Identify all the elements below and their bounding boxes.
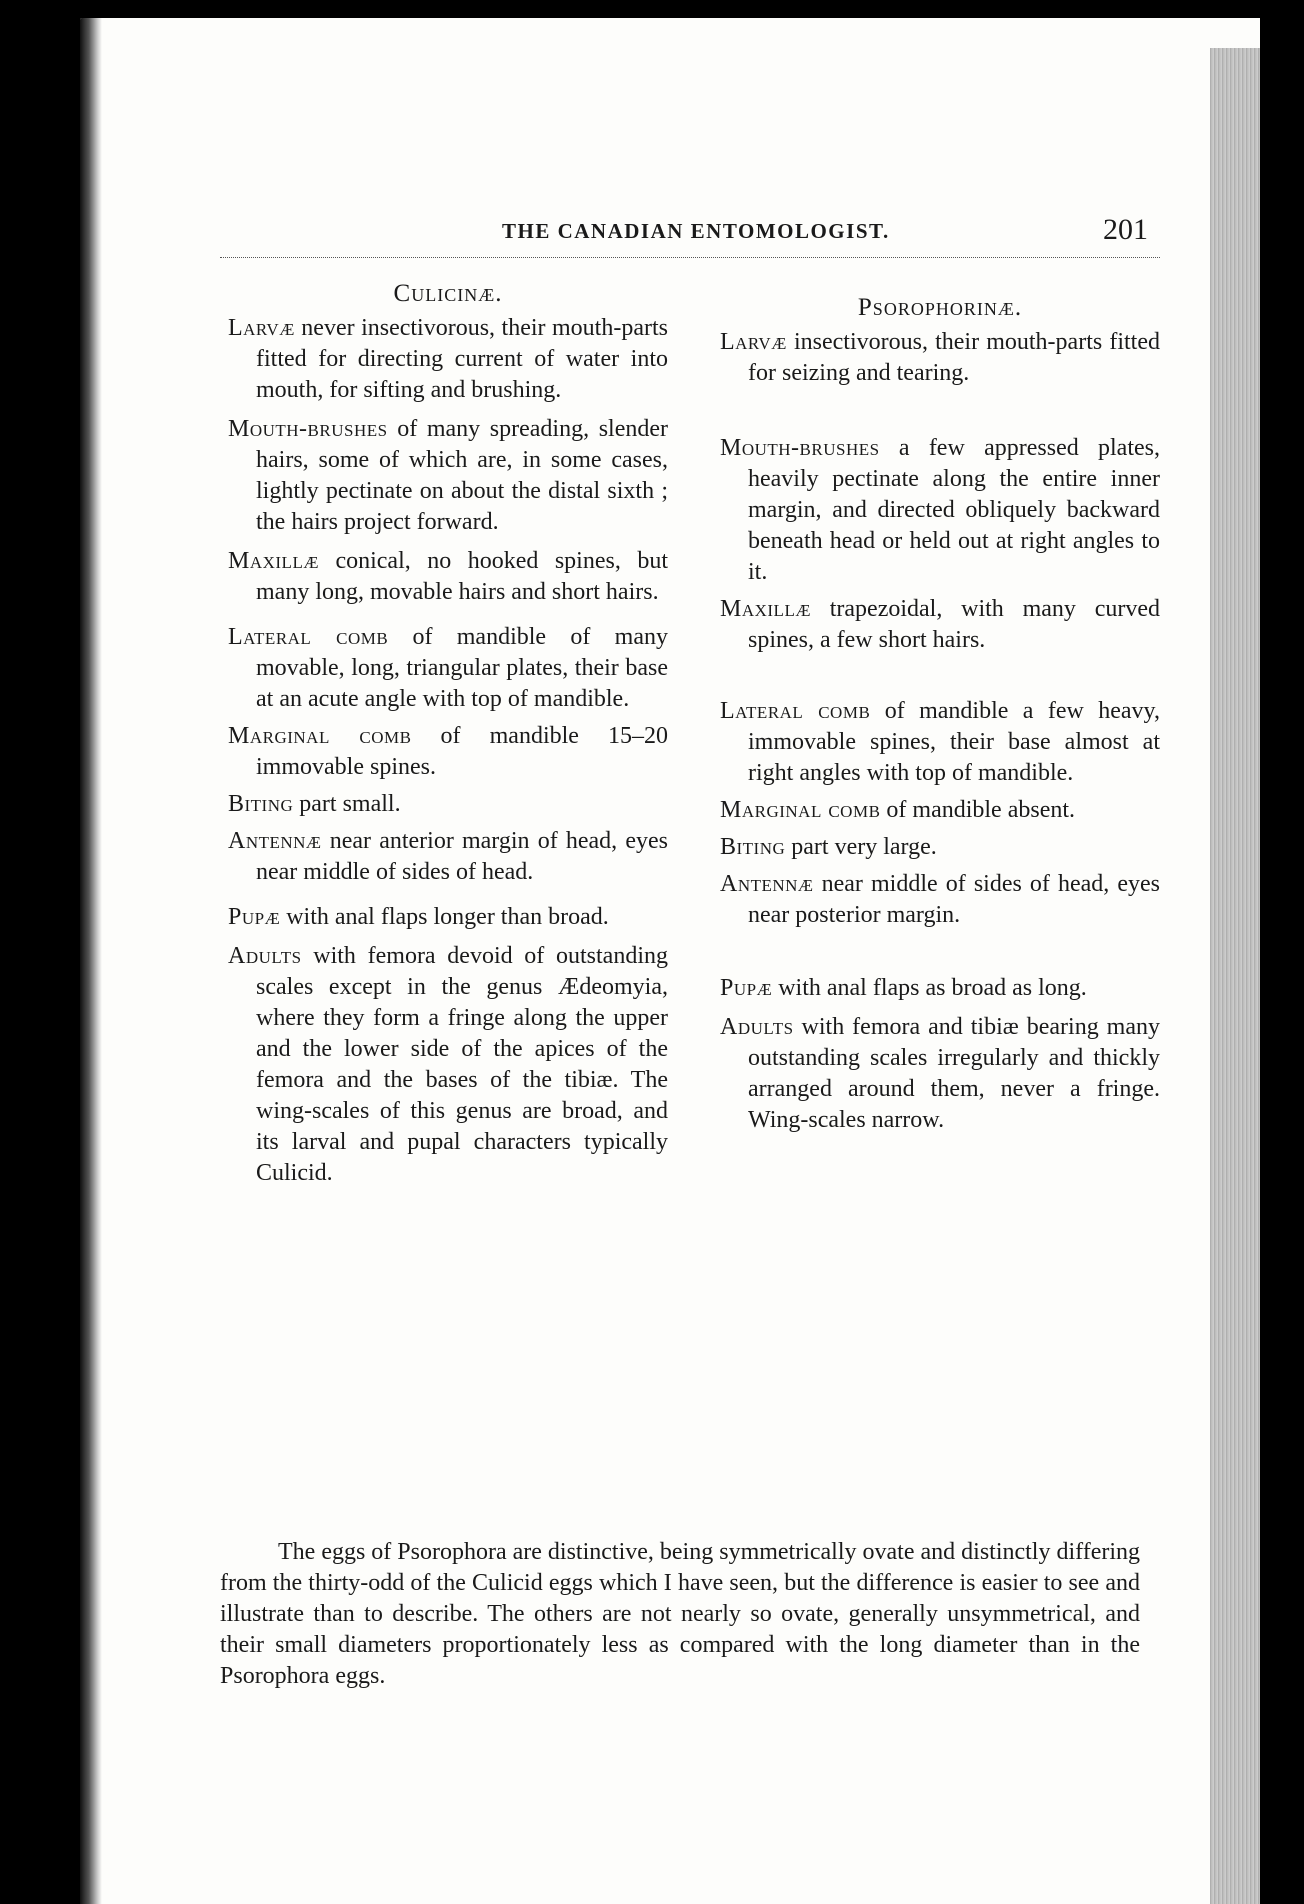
entry-item (228, 721, 668, 783)
entry-item (720, 795, 1160, 826)
entry-text: part very large. (785, 834, 937, 860)
entry-term: Pupæ (720, 975, 773, 1001)
entry-term: Adults (228, 943, 302, 969)
entry-text: insectivorous, their mouth-parts fitted for seizing and tearing. (748, 329, 1160, 386)
entry-text: part small. (293, 791, 401, 817)
page-content (220, 213, 1160, 1689)
running-title: THE CANADIAN ENTOMOLOGIST. (502, 219, 890, 243)
entry-term: Larvæ (228, 315, 295, 341)
entry-term: Pupæ (228, 904, 281, 930)
entry-term: Mouth-brushes (228, 416, 388, 442)
entry-item (720, 696, 1160, 789)
column-heading: Psorophorinæ. (857, 294, 1023, 321)
entry-list (720, 327, 1160, 1136)
entry-term: Adults (720, 1014, 794, 1040)
gutter-shadow (80, 18, 102, 1904)
page-edges (1210, 48, 1260, 1904)
entry-text: with femora devoid of outstanding scales except in the genus Ædeomyia, where they form a fringe along the upper and the lower side of the apices of the femora and the bases of the tibiæ. The wing-scales of this genus are broad, and its larval and pupal characters typically Culicid. (256, 943, 668, 1186)
entry-term: Maxillæ (228, 548, 319, 574)
entry-text: near middle of sides of head, eyes near posterior margin. (748, 871, 1160, 928)
entry-item (720, 327, 1160, 389)
entry-term: Biting (228, 791, 294, 817)
entry-text: of mandible absent. (880, 797, 1076, 823)
entry-item (228, 902, 668, 933)
entry-item (228, 789, 668, 820)
entry-term: Maxillæ (720, 596, 811, 622)
entry-item (228, 622, 668, 715)
entry-text: with anal flaps longer than broad. (280, 904, 609, 930)
column-heading: Culicinæ. (393, 280, 503, 307)
entry-item (720, 433, 1160, 588)
page-number: 201 (1103, 213, 1148, 246)
entry-term: Marginal comb (720, 797, 881, 823)
entry-list (228, 313, 668, 1189)
entry-item (720, 973, 1160, 1004)
entry-text: a few appressed plates, heavily pectinate along the entire inner margin, and directed obliquely backward beneath head or held out at right angles to it. (748, 435, 1160, 585)
entry-term: Antennæ (720, 871, 814, 897)
entry-item (228, 546, 668, 608)
entry-term: Mouth-brushes (720, 435, 880, 461)
entry-text: of mandible a few heavy, immovable spines, their base almost at right angles with top of mandible. (748, 698, 1160, 786)
book-page (80, 18, 1260, 1904)
entry-item (228, 313, 668, 406)
entry-text: with anal flaps as broad as long. (772, 975, 1087, 1001)
entry-text: never insectivorous, their mouth-parts fitted for directing current of water into mouth, for sifting and brushing. (256, 315, 668, 403)
entry-term: Antennæ (228, 828, 322, 854)
page-header (220, 213, 1160, 258)
entry-term: Larvæ (720, 329, 787, 355)
entry-text: conical, no hooked spines, but many long, movable hairs and short hairs. (256, 548, 668, 605)
left-column (228, 278, 668, 1189)
entry-text: near anterior margin of head, eyes near middle of sides of head. (256, 828, 668, 885)
entry-text: of many spreading, slender hairs, some of which are, in some cases, lightly pectinate on about the distal sixth ; the hairs project forward. (256, 416, 668, 535)
entry-term: Biting (720, 834, 786, 860)
body-paragraph: The eggs of Psorophora are distinctive, being symmetrically ovate and distinctly differing from the thirty-odd of the Culicid eggs which I have seen, but the difference is easier to see and illustrate than to describe. The others are not nearly so ovate, generally unsymmetrical, and their small diameters proportionately less as compared with the long diameter than in the Psorophora eggs. (220, 1539, 1141, 1689)
comparison-columns (220, 258, 1160, 1518)
entry-term: Lateral comb (228, 624, 389, 650)
entry-text: of mandible 15–20 immovable spines. (256, 723, 668, 780)
entry-item (228, 941, 668, 1189)
entry-item (720, 832, 1160, 863)
entry-term: Marginal comb (228, 723, 412, 749)
entry-item (720, 1012, 1160, 1136)
right-column (720, 292, 1160, 1136)
entry-text: with femora and tibiæ bearing many outstanding scales irregularly and thickly arranged around them, never a fringe. Wing-scales narrow. (748, 1014, 1160, 1133)
entry-text: trapezoidal, with many curved spines, a few short hairs. (748, 596, 1160, 653)
entry-item (228, 414, 668, 538)
entry-item (228, 826, 668, 888)
entry-term: Lateral comb (720, 698, 871, 724)
entry-item (720, 869, 1160, 931)
entry-text: of mandible of many movable, long, triangular plates, their base at an acute angle with top of mandible. (256, 624, 668, 712)
entry-item (720, 594, 1160, 656)
